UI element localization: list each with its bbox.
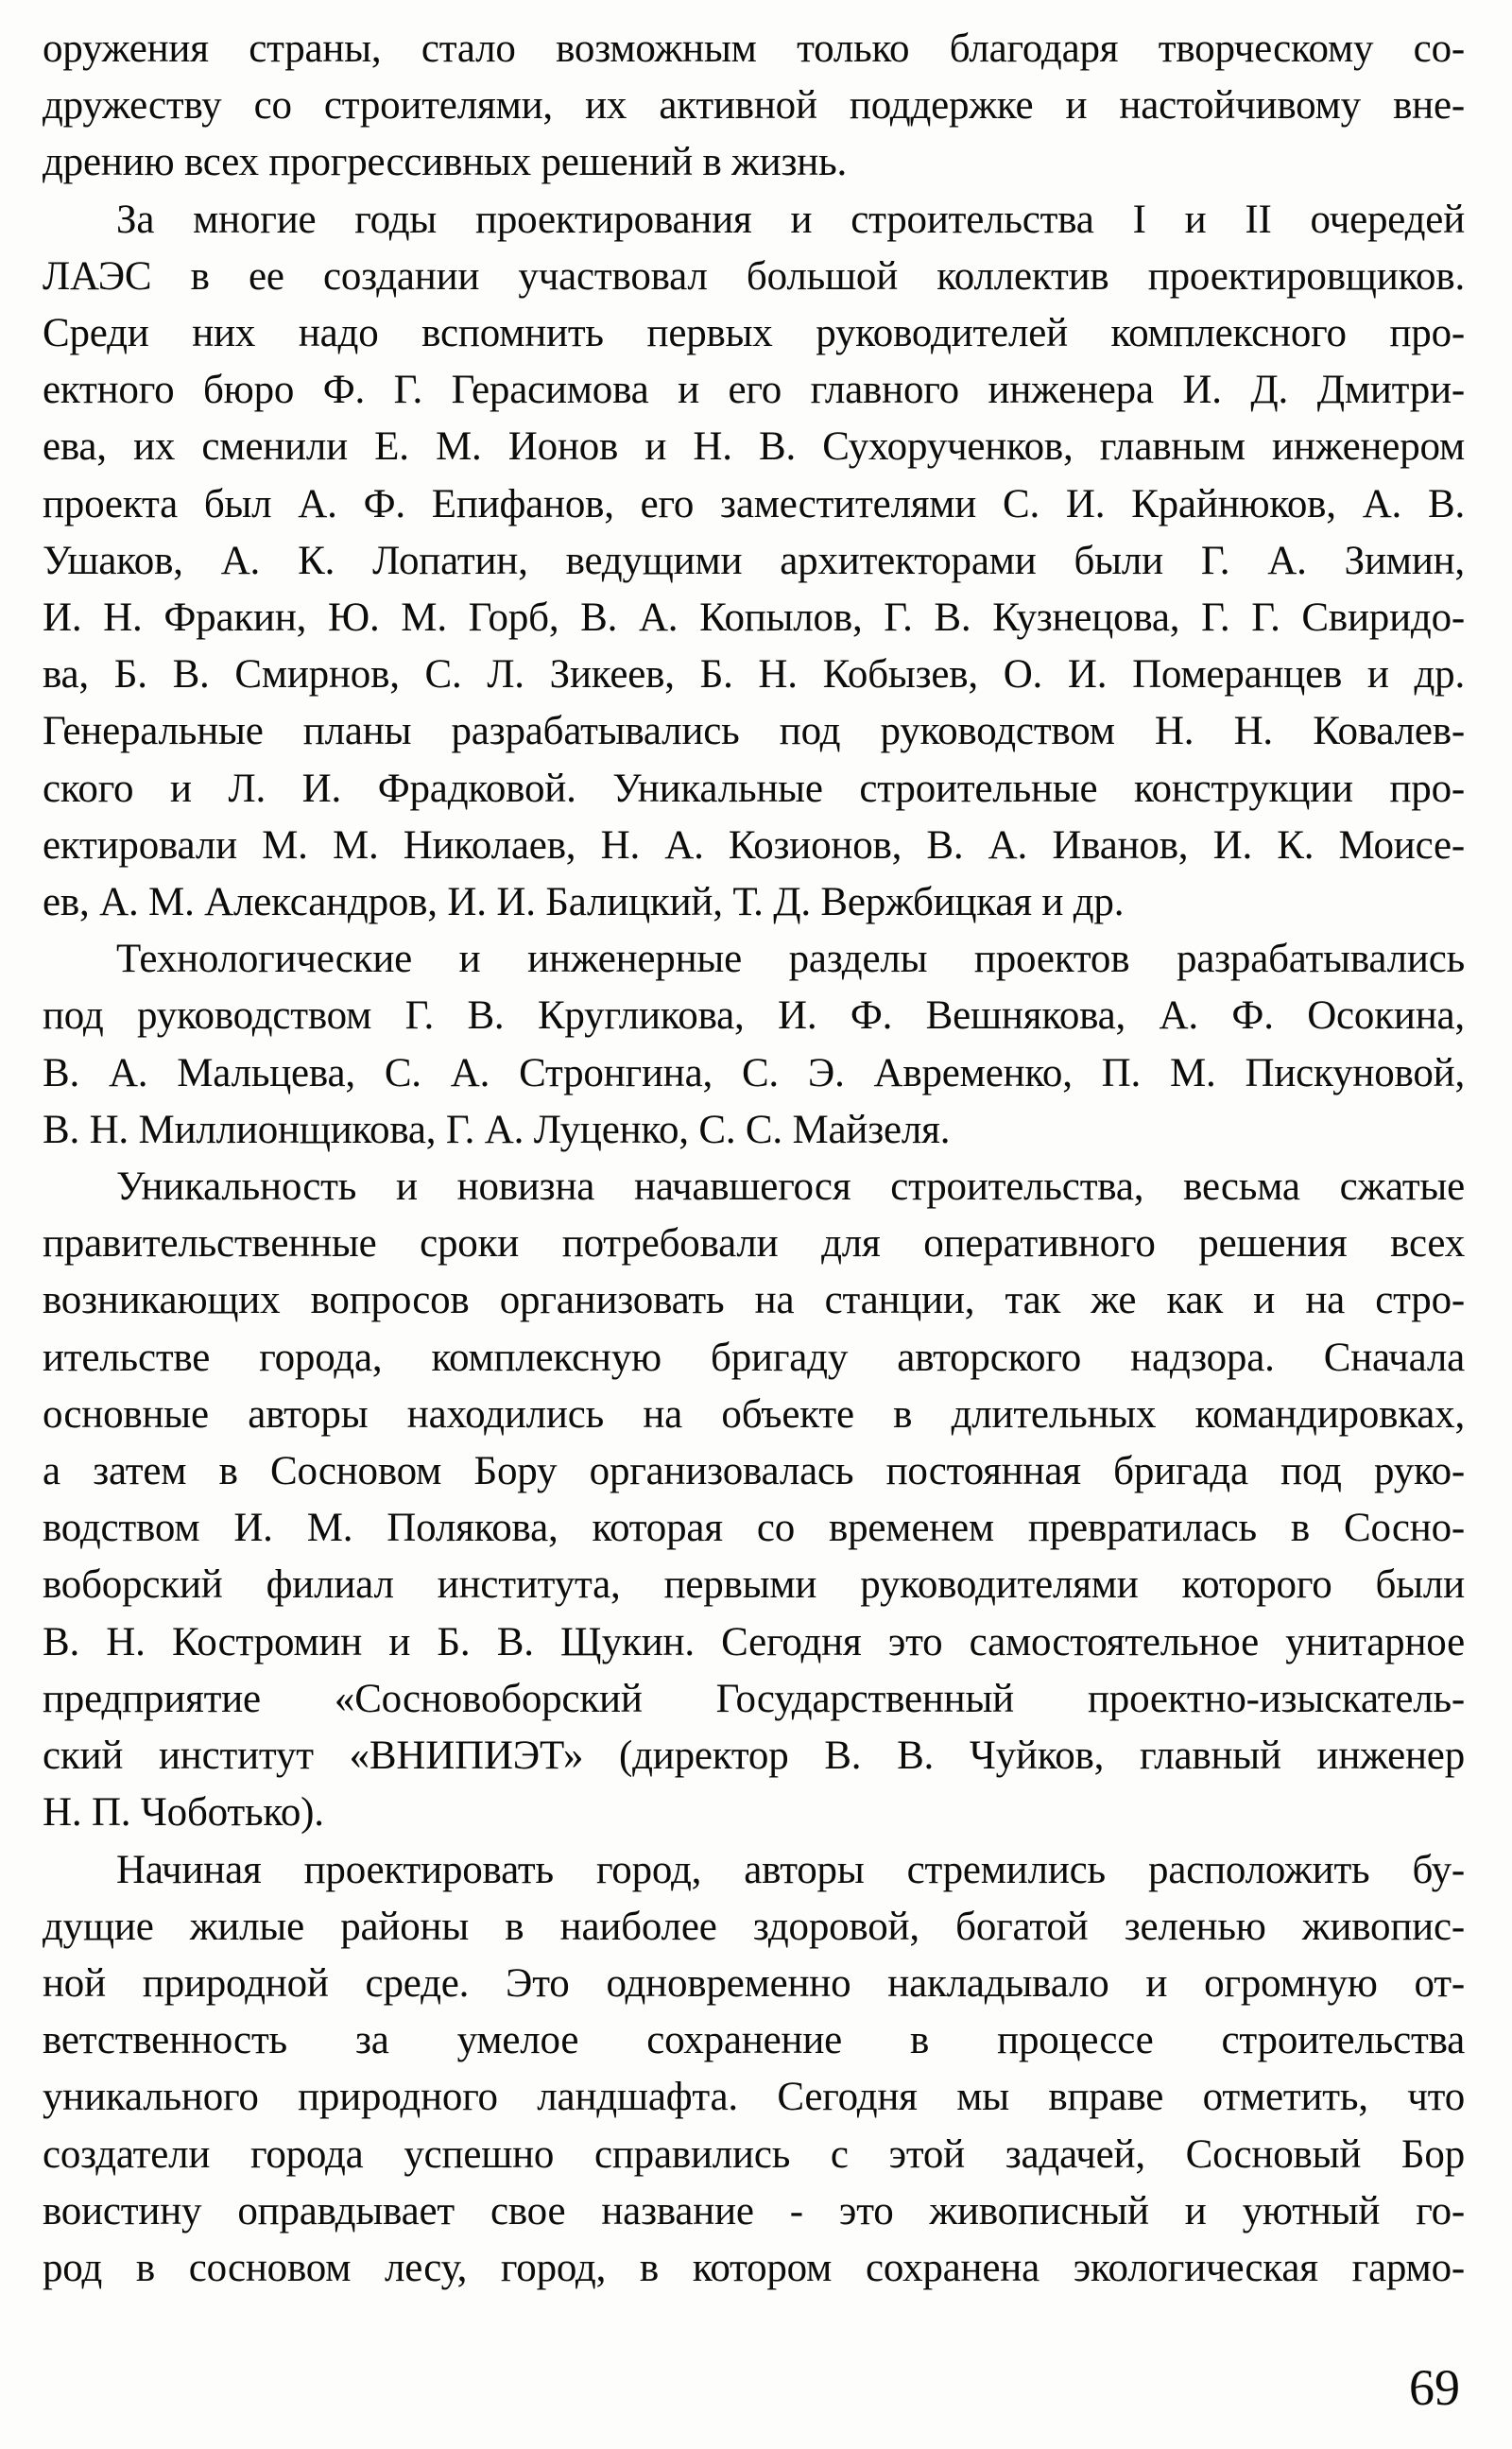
text-line: Генеральные планы разрабатывались под руководством Н. Н. Ковалев- [43, 709, 1465, 754]
text-line: а затем в Сосновом Бору организовалась постоянная бригада под руко- [43, 1449, 1465, 1494]
text-line: В. Н. Костромин и Б. В. Щукин. Сегодня это самостоятельное унитарное [43, 1619, 1465, 1664]
text-line: воистину оправдывает свое название - это живописный и уютный го- [43, 2188, 1465, 2233]
text-line: ев, А. М. Александров, И. И. Балицкий, Т. Д. Вержбицкая и др. [43, 880, 1125, 925]
text-line: предприятие «Сосновоборский Государственный проектно-изыскатель- [43, 1676, 1465, 1721]
text-line: ной природной среде. Это одновременно накладывало и огромную от- [43, 1960, 1465, 2006]
text-line: ва, Б. В. Смирнов, С. Л. Зикеев, Б. Н. Кобызев, О. И. Померанцев и др. [43, 652, 1465, 698]
text-line: В. А. Мальцева, С. А. Стронгина, С. Э. Авременко, П. М. Пискуновой, [43, 1050, 1465, 1095]
text-line: воборский филиал института, первыми руководителями которого были [43, 1562, 1465, 1608]
text-line: проекта был А. Ф. Епифанов, его заместителями С. И. Крайнюков, А. В. [43, 481, 1465, 526]
text-line: Уникальность и новизна начавшегося строительства, весьма сжатые [116, 1164, 1465, 1210]
text-line: И. Н. Фракин, Ю. М. Горб, В. А. Копылов, Г. В. Кузнецова, Г. Г. Свиридо- [43, 595, 1465, 641]
text-line: ветственность за умелое сохранение в процессе строительства [43, 2018, 1465, 2063]
text-line: возникающих вопросов организовать на станции, так же как и на стро- [43, 1278, 1465, 1323]
text-line: За многие годы проектирования и строительства I и II очередей [116, 197, 1465, 242]
text-line: основные авторы находились на объекте в длительных командировках, [43, 1391, 1465, 1437]
text-line: Технологические и инженерные разделы проектов разрабатывались [116, 937, 1465, 982]
page-text [43, 21, 1465, 2297]
text-line: Н. П. Чоботько). [43, 1790, 324, 1836]
text-line: ский институт «ВНИПИЭТ» (директор В. В. Чуйков, главный инженер [43, 1733, 1465, 1779]
text-line: правительственные сроки потребовали для оперативного решения всех [43, 1221, 1465, 1267]
text-line: водством И. М. Полякова, которая со временем превратилась в Сосно- [43, 1506, 1465, 1551]
text-line: Среди них надо вспомнить первых руководителей комплексного про- [43, 311, 1465, 356]
text-line: ектного бюро Ф. Г. Герасимова и его главного инженера И. Д. Дмитри- [43, 368, 1465, 413]
text-line: ЛАЭС в ее создании участвовал большой коллектив проектировщиков. [43, 253, 1465, 299]
text-line: В. Н. Миллионщикова, Г. А. Луценко, С. С. Майзеля. [43, 1107, 951, 1152]
text-line: под руководством Г. В. Кругликова, И. Ф. Вешнякова, А. Ф. Осокина, [43, 993, 1465, 1039]
text-line: Ушаков, А. К. Лопатин, ведущими архитекторами были Г. А. Зимин, [43, 538, 1465, 583]
text-line: ева, их сменили Е. М. Ионов и Н. В. Сухорученков, главным инженером [43, 424, 1465, 470]
text-line: род в сосновом лесу, город, в котором сохранена экологическая гармо- [43, 2245, 1465, 2290]
text-line: дущие жилые районы в наиболее здоровой, богатой зеленью живопис- [43, 1904, 1465, 1949]
page-number: 69 [1409, 2359, 1460, 2416]
text-line: Начиная проектировать город, авторы стремились расположить бу- [116, 1847, 1465, 1892]
text-line: создатели города успешно справились с этой задачей, Сосновый Бор [43, 2131, 1465, 2177]
text-line: ительстве города, комплексную бригаду авторского надзора. Сначала [43, 1335, 1465, 1380]
text-line: ектировали М. М. Николаев, Н. А. Козионов, В. А. Иванов, И. К. Моисе- [43, 822, 1465, 868]
text-line: ского и Л. И. Фрадковой. Уникальные строительные конструкции про- [43, 766, 1465, 811]
text-line: оружения страны, стало возможным только благодаря творческому со- [43, 26, 1465, 71]
text-line: дрению всех прогрессивных решений в жизнь. [43, 140, 848, 185]
text-line: дружеству со строителями, их активной поддержке и настойчивому вне- [43, 83, 1465, 129]
text-line: уникального природного ландшафта. Сегодня мы вправе отметить, что [43, 2075, 1465, 2120]
